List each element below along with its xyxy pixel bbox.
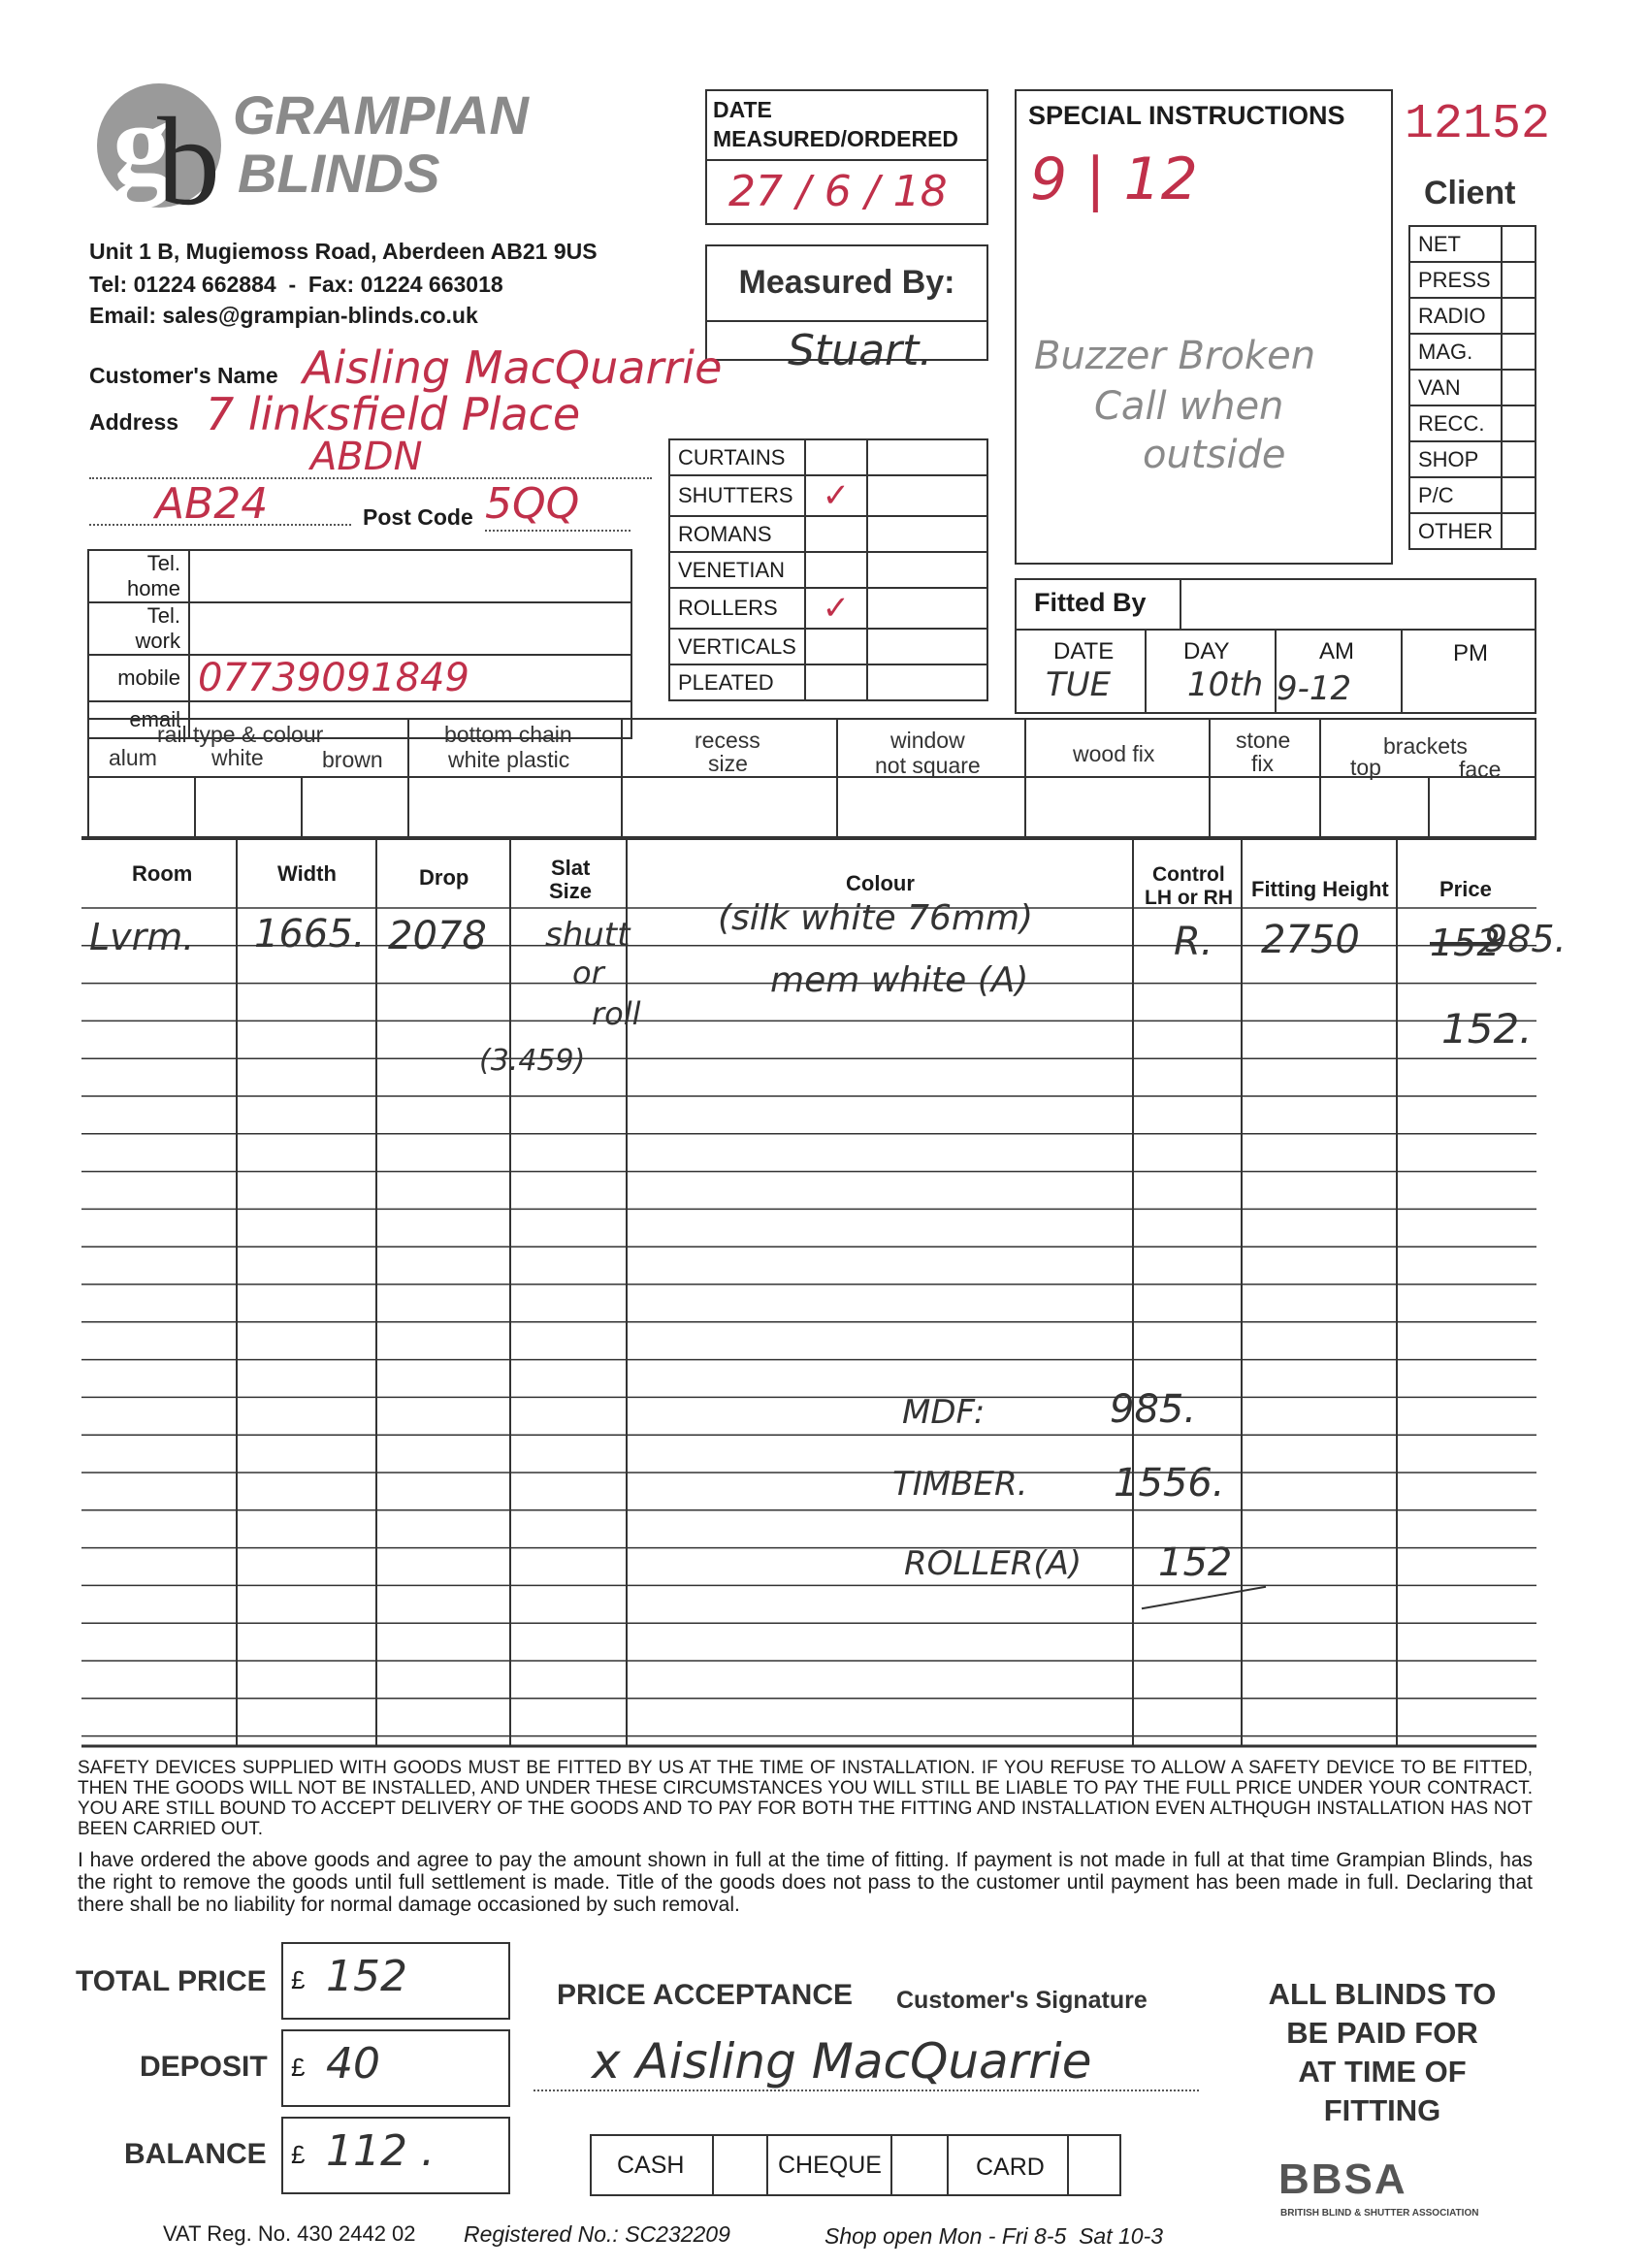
product-extra <box>867 552 987 588</box>
total-currency: £ <box>291 1965 306 1994</box>
client-title: Client <box>1424 175 1516 211</box>
opt-rail-alum: alum <box>109 745 157 770</box>
product-row <box>669 552 987 588</box>
company-address: Unit 1 B, Mugiemoss Road, Aberdeen AB21 9US <box>89 239 598 264</box>
opt-brackets-face: face <box>1459 757 1502 782</box>
opt-rail-brown: brown <box>322 747 383 772</box>
product-row <box>669 629 987 664</box>
special-note-line1: Buzzer Broken <box>1034 334 1316 378</box>
customer-name-label: Customer's Name <box>89 363 278 388</box>
col-colour: Colour <box>846 871 915 895</box>
product-extra <box>867 629 987 664</box>
opt-brackets-top: top <box>1350 755 1381 780</box>
phone-value[interactable]: 07739091849 <box>189 655 631 701</box>
deposit-label: DEPOSIT <box>140 2051 268 2083</box>
product-extra <box>867 439 987 475</box>
bbsa-caption: BRITISH BLIND & SHUTTER ASSOCIATION <box>1280 2208 1479 2219</box>
phone-value[interactable] <box>189 602 631 655</box>
item-control: R. <box>1174 920 1213 964</box>
client-item-label: P/C <box>1409 477 1502 513</box>
client-row <box>1409 405 1536 441</box>
payment-method-box <box>590 2134 1121 2196</box>
client-row <box>1409 513 1536 549</box>
note-timber-label: TIMBER. <box>892 1465 1028 1504</box>
client-item-label: PRESS <box>1409 262 1502 298</box>
notice-line2: BE PAID FOR <box>1286 2016 1478 2050</box>
phone-label: Tel. work <box>88 602 189 655</box>
payment-card: CARD <box>976 2154 1045 2181</box>
col-control-1: Control <box>1152 863 1225 886</box>
notice-line4: FITTING <box>1323 2093 1441 2127</box>
balance-label: BALANCE <box>124 2138 267 2170</box>
item-price-2: 152. <box>1441 1005 1533 1053</box>
product-label: PLEATED <box>669 664 805 700</box>
opt-chain-2: white plastic <box>448 747 570 772</box>
product-label: ROMANS <box>669 516 805 552</box>
fitted-am-value: 9-12 <box>1277 669 1352 708</box>
product-check[interactable] <box>805 552 867 588</box>
date-measured-value: 27 / 6 / 18 <box>728 167 948 216</box>
company-email: Email: sales@grampian-blinds.co.uk <box>89 303 478 328</box>
col-fitting: Fitting Height <box>1251 877 1389 901</box>
item-price-1: 985. <box>1484 918 1567 960</box>
customer-name-value: Aisling MacQuarrie <box>303 341 723 394</box>
item-colour-1: (silk white 76mm) <box>718 898 1034 938</box>
address-label: Address <box>89 409 179 435</box>
client-item-checkbox[interactable] <box>1502 513 1536 549</box>
product-check[interactable] <box>805 439 867 475</box>
notice-line3: AT TIME OF <box>1298 2055 1467 2089</box>
date-label-2: MEASURED/ORDERED <box>713 126 959 151</box>
item-fitting-height: 2750 <box>1261 918 1360 962</box>
shop-hours: Shop open Mon - Fri 8-5 Sat 10-3 <box>824 2223 1164 2249</box>
item-room: Lvrm. <box>89 916 195 958</box>
date-label-1: DATE <box>713 97 772 122</box>
note-roller-value: 152 <box>1158 1540 1233 1585</box>
phone-label: email <box>88 701 189 738</box>
item-drop: 2078 <box>388 914 487 958</box>
opt-wood: wood fix <box>1073 741 1155 766</box>
item-slat-2: or <box>572 955 604 991</box>
col-slat-1: Slat <box>551 856 591 880</box>
registered-number: Registered No.: SC232209 <box>464 2221 730 2247</box>
fitted-day-label: DAY <box>1183 638 1230 664</box>
product-label: ROLLERS <box>669 588 805 629</box>
special-note-line3: outside <box>1143 433 1286 477</box>
product-row <box>669 516 987 552</box>
opt-window-1: window <box>890 728 965 753</box>
customer-signature: x Aisling MacQuarrie <box>592 2033 1092 2090</box>
special-date-note: 9 | 12 <box>1030 146 1198 213</box>
date-measured-box <box>705 89 988 225</box>
product-row <box>669 475 987 516</box>
fitted-day-value: 10th <box>1187 665 1264 704</box>
opt-rail: rail type & colour <box>157 722 324 747</box>
product-type-table <box>668 438 988 701</box>
payment-notice <box>1232 1975 1533 2130</box>
opt-stone-1: stone <box>1236 728 1291 753</box>
summary-notes <box>892 1387 1300 1639</box>
company-logo <box>89 76 235 211</box>
special-instructions-box <box>1015 89 1393 565</box>
company-name-line1: GRAMPIAN <box>233 84 529 146</box>
product-label: SHUTTERS <box>669 475 805 516</box>
product-extra <box>867 664 987 700</box>
client-item-checkbox[interactable] <box>1502 334 1536 370</box>
balance-value: 112 . <box>326 2126 435 2176</box>
deposit-currency: £ <box>291 2053 306 2082</box>
client-item-label: RADIO <box>1409 298 1502 334</box>
fitted-am-label: AM <box>1319 638 1354 664</box>
phone-label: Tel. home <box>88 550 189 602</box>
client-row <box>1409 370 1536 405</box>
item-price-struck: 152 <box>1430 922 1501 964</box>
phone-table <box>87 549 632 739</box>
address-line2: ABDN <box>310 435 423 479</box>
col-control-2: LH or RH <box>1145 887 1233 909</box>
product-extra <box>867 516 987 552</box>
client-item-checkbox[interactable] <box>1502 226 1536 262</box>
phone-value[interactable] <box>189 550 631 602</box>
deposit-value: 40 <box>326 2039 380 2089</box>
col-room: Room <box>132 861 193 886</box>
phone-row <box>88 550 631 602</box>
fitted-pm-label: PM <box>1453 640 1488 666</box>
client-item-label: MAG. <box>1409 334 1502 370</box>
safety-terms: SAFETY DEVICES SUPPLIED WITH GOODS MUST BE FITTED BY US AT THE TIME OF INSTALLATION. IF YOU REFUSE TO ALLOW A SAFETY DEVICE TO BE FITTED, THEN THE GOODS WILL NOT BE INSTALLED, AND UNDER THESE CIRCUMSTANCES YOU WILL STILL BE LIABLE TO PAY THE FULL PRICE UNDER YOUR CONTRACT. YOU ARE STILL BOUND TO ACCEPT DELIVERY OF THE GOODS AND TO PAY FOR BOTH THE FITTING AND INSTALLATION EVEN ALTHQUGH INSTALLATION HAS NOT BEEN CARRIED OUT. <box>78 1758 1533 1839</box>
client-item-checkbox[interactable] <box>1502 405 1536 441</box>
client-row <box>1409 262 1536 298</box>
special-instructions-label: SPECIAL INSTRUCTIONS <box>1028 101 1345 130</box>
postcode-value: 5QQ <box>485 479 580 529</box>
product-check[interactable] <box>805 664 867 700</box>
client-row <box>1409 441 1536 477</box>
company-name-line2: BLINDS <box>238 143 440 204</box>
opt-window-2: not square <box>875 753 981 778</box>
measured-by-label: Measured By: <box>738 264 955 301</box>
opt-stone-2: fix <box>1251 751 1274 776</box>
special-note-line2: Call when <box>1094 384 1284 429</box>
product-row <box>669 588 987 629</box>
item-width: 1665. <box>254 912 366 956</box>
payment-cash: CASH <box>617 2152 685 2179</box>
svg-text:g: g <box>113 79 171 208</box>
client-item-checkbox[interactable] <box>1502 262 1536 298</box>
phone-row <box>88 655 631 701</box>
client-item-checkbox[interactable] <box>1502 370 1536 405</box>
item-slat-3: roll <box>592 995 641 1032</box>
balance-currency: £ <box>291 2140 306 2169</box>
client-item-label: RECC. <box>1409 405 1502 441</box>
client-item-label: VAN <box>1409 370 1502 405</box>
product-row <box>669 664 987 700</box>
col-width: Width <box>277 861 337 886</box>
vat-number: VAT Reg. No. 430 2442 02 <box>163 2221 416 2246</box>
opt-chain-1: bottom chain <box>444 722 572 747</box>
client-row <box>1409 477 1536 513</box>
fitted-date-label: DATE <box>1053 638 1115 664</box>
options-table <box>87 718 1536 840</box>
col-slat-2: Size <box>549 879 593 903</box>
client-item-label: SHOP <box>1409 441 1502 477</box>
product-label: VENETIAN <box>669 552 805 588</box>
deposit-box <box>281 2029 510 2107</box>
note-mdf-value: 985. <box>1110 1387 1197 1432</box>
product-check[interactable]: ✓ <box>805 588 867 629</box>
postcode-label: Post Code <box>363 504 473 530</box>
fitted-date-value: TUE <box>1046 665 1112 704</box>
item-slat-1: shutt <box>545 916 630 955</box>
total-price-box <box>281 1942 510 2020</box>
client-row <box>1409 226 1536 262</box>
product-row <box>669 439 987 475</box>
company-phone-fax: Tel: 01224 662884 - Fax: 01224 663018 <box>89 272 503 297</box>
opt-brackets: brackets <box>1383 733 1468 759</box>
opt-recess-1: recess <box>695 728 760 753</box>
total-price-label: TOTAL PRICE <box>76 1965 267 1997</box>
address-line1: 7 linksfield Place <box>206 388 581 440</box>
agreement-terms: I have ordered the above goods and agree to pay the amount shown in full at the time of fitting. If payment is not made in full at that time Grampian Blinds, has the right to remove the goods until full settlement is made. Title of the goods does not pass to the customer until payment has been made in full. Declaring that there shall be no liability for normal damage occasioned by such removal. <box>78 1849 1533 1916</box>
price-acceptance-subtitle: Customer's Signature <box>896 1987 1148 2014</box>
payment-cheque: CHEQUE <box>778 2152 882 2179</box>
opt-recess-2: size <box>708 751 748 776</box>
notice-line1: ALL BLINDS TO <box>1268 1977 1497 2011</box>
fitted-by-label: Fitted By <box>1034 588 1147 617</box>
price-acceptance-title: PRICE ACCEPTANCE <box>557 1979 854 2011</box>
phone-label: mobile <box>88 655 189 701</box>
measured-by-value: Stuart. <box>788 326 933 375</box>
product-extra <box>867 588 987 629</box>
order-number: 12152 <box>1405 97 1551 152</box>
client-row <box>1409 334 1536 370</box>
opt-rail-white: white <box>211 745 264 770</box>
product-label: VERTICALS <box>669 629 805 664</box>
note-timber-value: 1556. <box>1114 1461 1225 1506</box>
client-row <box>1409 298 1536 334</box>
col-price: Price <box>1439 877 1492 901</box>
item-slat-4: (3.459) <box>479 1044 586 1078</box>
svg-text:b: b <box>157 92 220 211</box>
product-extra <box>867 475 987 516</box>
note-roller-label: ROLLER(A) <box>904 1544 1083 1583</box>
balance-box <box>281 2117 510 2194</box>
phone-row <box>88 602 631 655</box>
total-price-value: 152 <box>326 1952 407 2001</box>
item-colour-2: mem white (A) <box>770 960 1029 1000</box>
product-check[interactable]: ✓ <box>805 475 867 516</box>
product-label: CURTAINS <box>669 439 805 475</box>
note-mdf-label: MDF: <box>902 1393 986 1432</box>
client-item-checkbox[interactable] <box>1502 298 1536 334</box>
client-item-checkbox[interactable] <box>1502 477 1536 513</box>
logo-mark <box>89 76 235 211</box>
client-item-label: OTHER <box>1409 513 1502 549</box>
col-drop: Drop <box>419 865 469 890</box>
client-source-table <box>1408 225 1536 550</box>
product-check[interactable] <box>805 629 867 664</box>
client-item-label: NET <box>1409 226 1502 262</box>
bbsa-logo: BBSA <box>1278 2155 1407 2203</box>
fitted-by-box <box>1015 578 1536 714</box>
postcode-prefix: AB24 <box>155 479 269 529</box>
product-check[interactable] <box>805 516 867 552</box>
client-item-checkbox[interactable] <box>1502 441 1536 477</box>
